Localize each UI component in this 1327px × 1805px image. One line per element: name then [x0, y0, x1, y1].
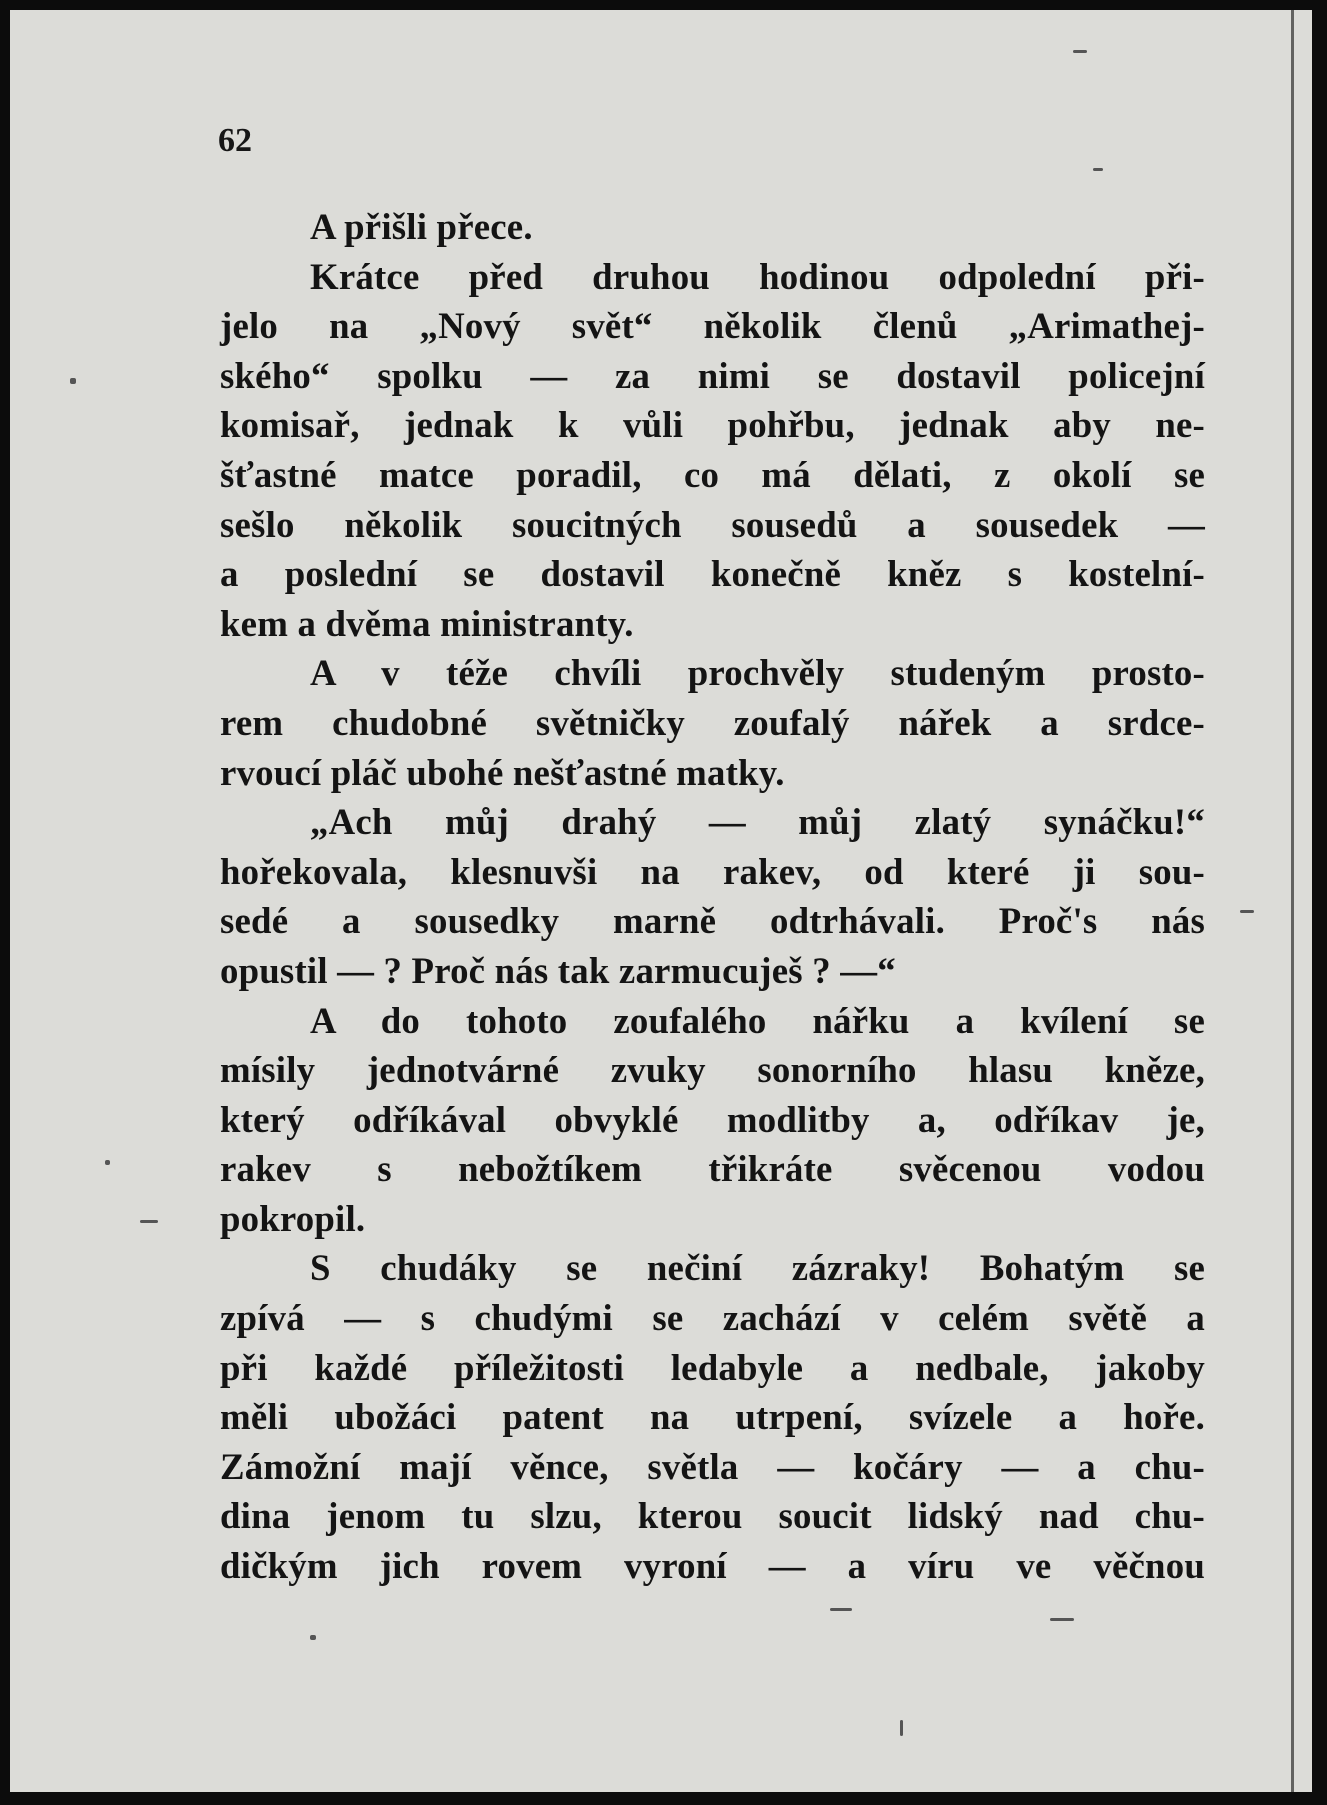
text-line: opustil — ? Proč nás tak zarmucuješ ? —“ — [220, 949, 896, 991]
print-speck — [70, 378, 76, 384]
print-speck — [830, 1608, 852, 1611]
print-speck — [140, 1220, 158, 1223]
text-line: ského“ spolku — za nimi se dostavil policejní — [220, 354, 1205, 396]
text-line: komisař, jednak k vůli pohřbu, jednak aby ne- — [220, 404, 1205, 446]
print-speck — [105, 1160, 110, 1165]
text-line: S chudáky se nečiní zázraky! Bohatým se — [310, 1247, 1205, 1289]
text-line: A do tohoto zoufalého nářku a kvílení se — [310, 999, 1205, 1041]
print-speck — [310, 1635, 316, 1640]
text-line: mísily jednotvárné zvuky sonorního hlasu kněze, — [220, 1049, 1205, 1091]
print-speck — [1073, 50, 1087, 53]
text-line: zpívá — s chudými se zachází v celém světě a — [220, 1297, 1205, 1339]
print-speck — [1050, 1618, 1074, 1621]
text-line: šťastné matce poradil, co má dělati, z okolí se — [220, 453, 1205, 495]
text-line: Zámožní mají věnce, světla — kočáry — a chu- — [220, 1445, 1205, 1487]
text-line: sešlo několik soucitných sousedů a sousedek — — [220, 503, 1205, 545]
book-page — [10, 10, 1312, 1792]
text-line: rem chudobné světničky zoufalý nářek a srdce- — [220, 701, 1205, 743]
text-line: rvoucí pláč ubohé nešťastné matky. — [220, 751, 785, 793]
text-line: A v téže chvíli prochvěly studeným prosto- — [310, 652, 1205, 694]
page-number: 62 — [218, 122, 252, 159]
body-text — [220, 202, 1205, 1591]
text-line: jelo na „Nový svět“ několik členů „Arimathej- — [220, 305, 1205, 347]
text-line: při každé příležitosti ledabyle a nedbale, jakoby — [220, 1346, 1205, 1388]
text-line: A přišli přece. — [310, 206, 533, 247]
text-line: dičkým jich rovem vyroní — a víru ve věčnou — [220, 1545, 1205, 1587]
text-line: Krátce před druhou hodinou odpolední při- — [310, 255, 1205, 297]
print-speck — [1093, 168, 1103, 171]
print-speck — [1240, 910, 1254, 913]
text-line: a poslední se dostavil konečně kněz s kostelní- — [220, 553, 1205, 595]
text-line: sedé a sousedky marně odtrhávali. Proč's nás — [220, 900, 1205, 942]
text-line: dina jenom tu slzu, kterou soucit lidský nad chu- — [220, 1495, 1205, 1537]
page-edge-shadow — [1291, 10, 1294, 1792]
text-line: měli ubožáci patent na utrpení, svízele a hoře. — [220, 1396, 1205, 1438]
print-speck — [900, 1720, 903, 1736]
text-line: kem a dvěma ministranty. — [220, 602, 634, 644]
text-line: hořekovala, klesnuvši na rakev, od které ji sou- — [220, 850, 1205, 892]
text-line: který odříkával obvyklé modlitby a, odříkav je, — [220, 1098, 1205, 1140]
text-line: pokropil. — [220, 1197, 366, 1239]
text-line: rakev s nebožtíkem třikráte svěcenou vodou — [220, 1148, 1205, 1190]
text-line: „Ach můj drahý — můj zlatý synáčku!“ — [310, 801, 1205, 843]
